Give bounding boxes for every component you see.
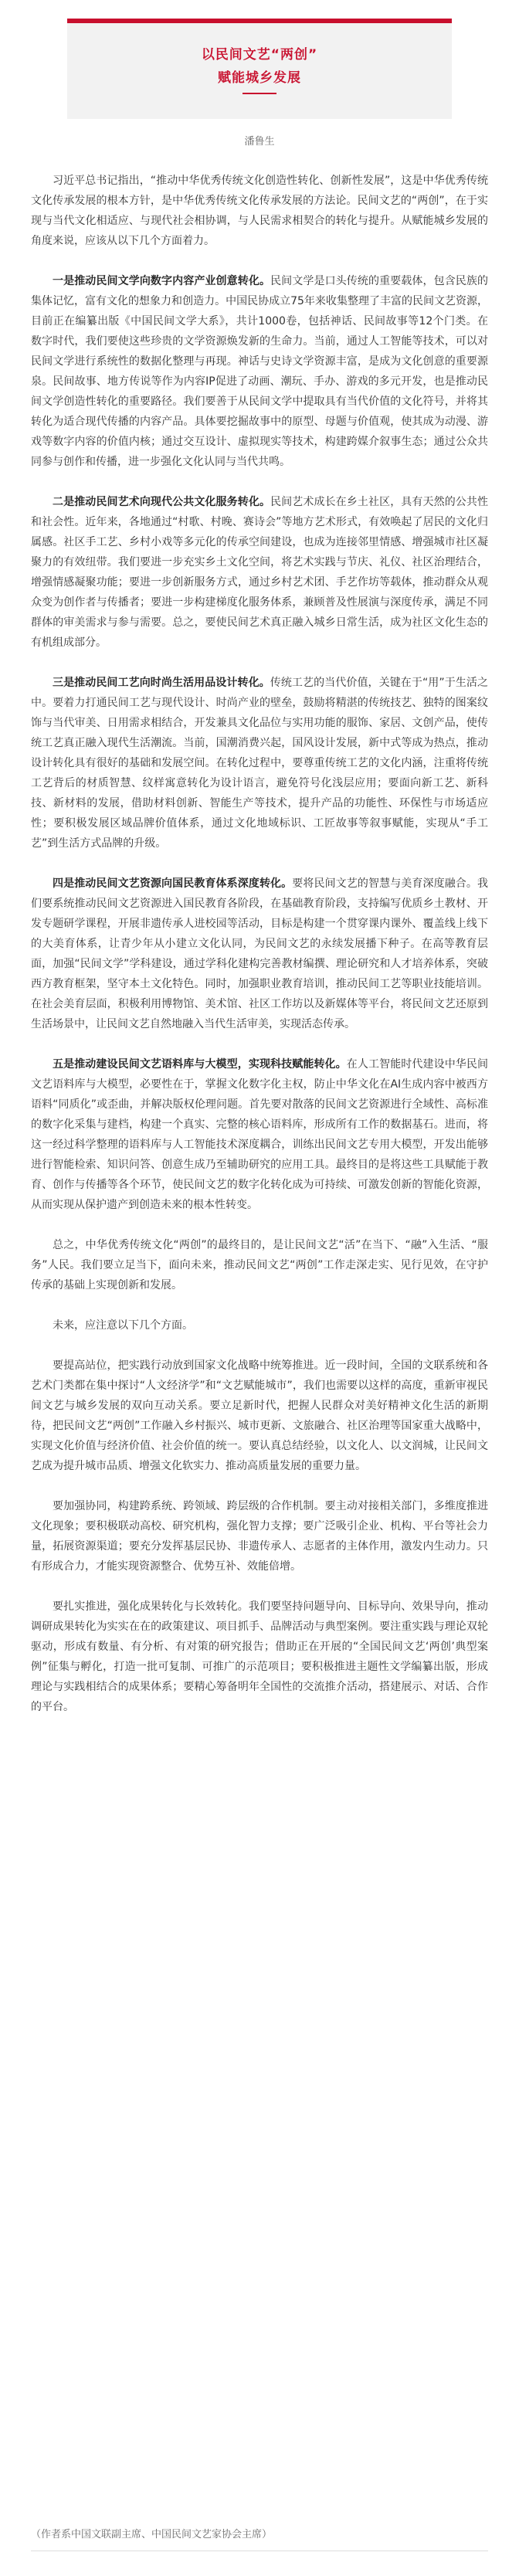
article-title-line2: 赋能城乡发展 — [218, 70, 301, 86]
paragraph-lead: 四是推动民间文艺资源向国民教育体系深度转化。 — [53, 877, 293, 890]
paragraph — [31, 1315, 488, 1336]
paragraph — [31, 1356, 488, 1476]
paragraph-text: 在人工智能时代建设中华民间文艺语料库与大模型，必要性在于，掌握文化数字化主权，防止中华文化在AI生成内容中被西方语料“同质化”或歪曲，并解决版权伦理问题。首先要对散落的民间文艺资源进行全域性、高标准的数字化采集与建档，构建一个真实、完整的核心语料库，形成所有工作的数据基石。进而，将这一经过科学整理的语料库与人工智能技术深度耦合，训练出民间文艺专用大模型，开发出能够进行智能检索、知识问答、创意生成乃至辅助研究的应用工具。最终目的是将这些工具赋能于教育、创作与传播等各个环节，使民间文艺的数字化转化成为可持续、可激发创新的智能化资源，从而实现从保护遗产到创造未来的根本性转变。 — [31, 1058, 489, 1211]
paragraph-text: 要扎实推进，强化成果转化与长效转化。我们要坚持问题导向、目标导向、效果导向，推动调研成果转化为实实在在的政策建议、项目抓手、品牌活动与典型案例。要注重实践与理论双轮驱动，形成有数量、有分析、有对策的研究报告；借助正在开展的“全国民间文艺‘两创’典型案例”征集与孵化，打造一批可复制、可推广的示范项目；要积极推进主题性文学编纂出版，形成理论与实践相结合的成果体系；要精心筹备明年全国性的交流推介活动，搭建展示、对话、合作的平台。 — [31, 1600, 488, 1713]
paragraph-text: 民间文学是口头传统的重要载体，包含民族的集体记忆，富有文化的想象力和创造力。中国民协成立75年来收集整理了丰富的民间文艺资源，目前正在编纂出版《中国民间文学大系》，共计1000卷，包括神话、民间故事等12个门类。在数字时代，我们要使这些珍贵的文学资源焕发新的生命力。当前，通过人工智能等技术，可以对民间文学进行系统性的数据化整理与再现。神话与史诗文学资源丰富，是成为文化创意的重要源泉。民间故事、地方传说等作为内容IP促进了动画、潮玩、手办、游戏的多元开发，也是推动民间文学创造性转化的重要路径。我们要善于从民间文学中提取具有当代价值的文化符号，并将其转化为适合现代传播的内容产品。具体要挖掘故事中的原型、母题与价值观，使其成为动漫、游戏等数字内容的价值内核；通过交互设计、虚拟现实等技术，构建跨媒介叙事生态；通过公众共同参与创作和传播，进一步强化文化认同与当代共鸣。 — [31, 275, 489, 468]
paragraph — [31, 1054, 488, 1215]
paragraph — [31, 492, 488, 653]
paragraph-lead: 二是推动民间艺术向现代公共文化服务转化。 — [53, 496, 271, 508]
paragraph — [31, 271, 488, 472]
paragraph-text: 未来，应注意以下几个方面。 — [53, 1319, 193, 1332]
paragraph-text: 传统工艺的当代价值，关键在于“用”于生活之中。要着力打通民间工艺与现代设计、时尚产业的壁垒，鼓励将精湛的传统技艺、独特的图案纹饰与当代审美、日用需求相结合，开发兼具文化品位与实用功能的服饰、家居、文创产品，使传统工艺真正融入现代生活潮流。当前，国潮消费兴起，国风设计发展，新中式等成为热点，推动设计转化具有很好的基础和发展空间。在转化过程中，要尊重传统工艺的文化内涵，注重将传统工艺背后的材质智慧、纹样寓意转化为设计语言，避免符号化浅层应用；要面向新工艺、新科技、新材料的发展，借助材料创新、智能生产等技术，提升产品的功能性、环保性与市场适应性；要积极发展区域品牌价值体系，通过文化地域标识、工匠故事等叙事赋能，实现从“手工艺”到生活方式品牌的升级。 — [31, 677, 488, 850]
paragraph — [31, 1597, 488, 1717]
article-body — [0, 148, 519, 1717]
paragraph — [31, 874, 488, 1034]
paragraph-text: 习近平总书记指出，“推动中华优秀传统文化创造性转化、创新性发展”，这是中华优秀传统文化传承发展的根本方针，是中华优秀传统文化传承发展的方法论。民间文艺的“两创”，在于实现与当代文化相适应、与现代社会相协调，与人民需求相契合的转化与提升。从赋能城乡发展的角度来说，应该从以下几个方面着力。 — [31, 175, 488, 247]
article-page — [0, 19, 519, 2576]
paragraph-text: 要提高站位，把实践行动放到国家文化战略中统筹推进。近一段时间，全国的文联系统和各艺术门类都在集中探讨“人文经济学”和“文艺赋能城市”，我们也需要以这样的高度，重新审视民间文艺与城乡发展的双向互动关系。要立足新时代，把握人民群众对美好精神文化生活的新期待，把民间文艺“两创”工作融入乡村振兴、城市更新、文旅融合、社区治理等国家重大战略中，实现文化价值与经济价值、社会价值的统一。要认真总结经验，以文化人、以文润城，让民间文艺成为提升城市品质、增强文化软实力、推动高质量发展的重要力量。 — [31, 1359, 488, 1472]
paragraph-lead: 五是推动建设民间文艺语料库与大模型，实现科技赋能转化。 — [53, 1058, 347, 1071]
paragraph-text: 总之，中华优秀传统文化“两创”的最终目的，是让民间文艺“活”在当下、“融”入生活、“服务”人民。我们要立足当下，面向未来，推动民间文艺“两创”工作走深走实、见行见效，在守护传承的基础上实现创新和发展。 — [31, 1239, 488, 1291]
paragraph-text: 要加强协同，构建跨系统、跨领域、跨层级的合作机制。要主动对接相关部门，多维度推进文化现象；要积极联动高校、研究机构，强化智力支撑；要广泛吸引企业、机构、平台等社会力量，拓展资源渠道；要充分发挥基层民协、非遗传承人、志愿者的主体作用，激发内生动力。只有形成合力，才能实现资源整合、优势互补、效能倍增。 — [31, 1500, 488, 1573]
paragraph-lead: 三是推动民间工艺向时尚生活用品设计转化。 — [53, 677, 270, 689]
paragraph — [31, 171, 488, 251]
article-title-line1: 以民间文艺“两创” — [201, 47, 318, 63]
author-footnote: （作者系中国文联副主席、中国民间文艺家协会主席） — [31, 2529, 273, 2540]
paragraph — [31, 1235, 488, 1295]
author-name: 潘鲁生 — [244, 136, 275, 148]
paragraph-text: 民间艺术成长在乡土社区，具有天然的公共性和社会性。近年来，各地通过“村歌、村晚、赛诗会”等地方艺术形式，有效唤起了居民的文化归属感。社区手工艺、乡村小戏等多元化的传承空间建设，也成为连接邻里情感、增强城市社区凝聚力的有效纽带。我们要进一步充实乡土文化空间，将艺术实践与节庆、礼仪、社区治理结合，增强情感凝聚功能；要进一步创新服务方式，通过乡村艺术团、手艺作坊等载体，推动群众从观众变为创作者与传播者；要进一步构建梯度化服务体系，兼顾普及性展演与深度传承，满足不同群体的审美需求与参与需要。总之，要使民间艺术真正融入城乡日常生活，成为社区文化生态的有机组成部分。 — [31, 496, 489, 649]
title-card — [67, 19, 452, 119]
paragraph-lead: 一是推动民间文学向数字内容产业创意转化。 — [53, 275, 271, 287]
title-underline — [243, 93, 276, 94]
paragraph — [31, 673, 488, 854]
paragraph — [31, 1496, 488, 1576]
paragraph-text: 要将民间文艺的智慧与美育深度融合。我们要系统推动民间文艺资源进入国民教育各阶段，在基础教育阶段，支持编写优质乡土教材、开发专题研学课程，开展非遗传承人进校园等活动，目标是构建一个贯穿课内课外、覆盖线上线下的大美育体系，让青少年从小建立文化认同，为民间文艺的永续发展播下种子。在高等教育层面，加强“民间文学”学科建设，通过学科化建构完善教材编撰、理论研究和人才培养体系，突破西方教育框架，坚守本土文化特色。同时，加强职业教育培训，推动民间工艺等职业技能培训。在社会美育层面，积极利用博物馆、美术馆、社区工作坊以及新媒体等平台，将民间文艺还原到生活场景中，让民间文艺自然地融入当代生活审美，实现活态传承。 — [31, 877, 489, 1030]
title-accent-bar — [67, 19, 452, 23]
